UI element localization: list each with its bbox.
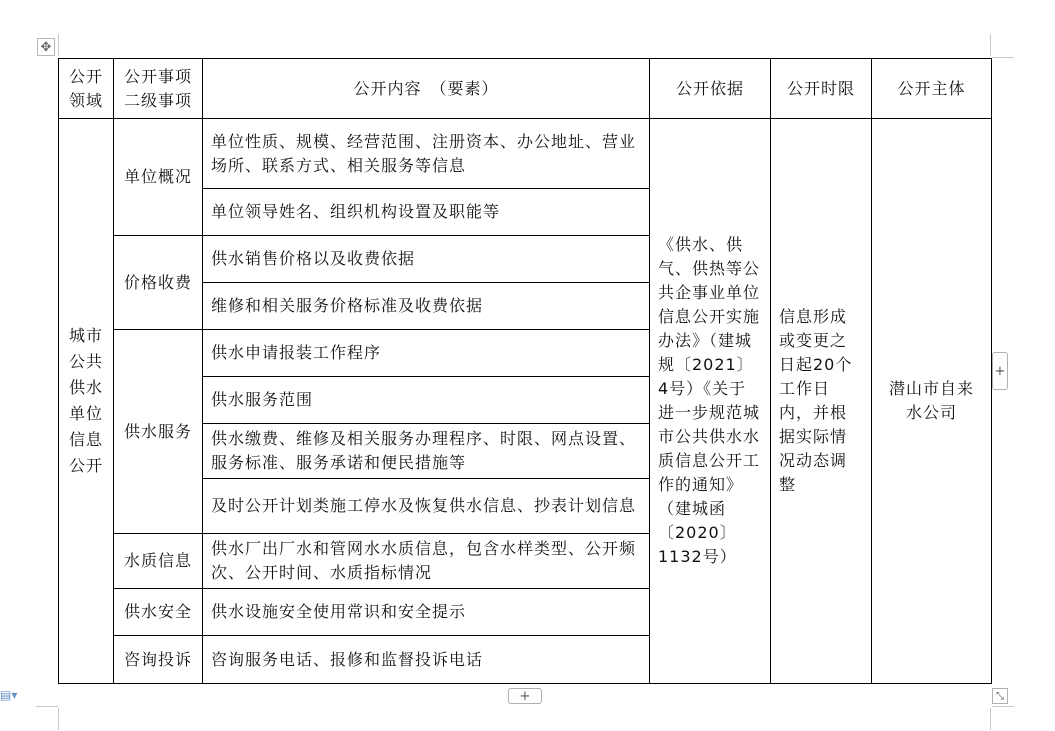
header-entity: 公开主体: [872, 59, 992, 119]
sub-item-cell: 价格收费: [114, 236, 203, 330]
crop-mark: [990, 708, 991, 730]
content-cell: 供水缴费、维修及相关服务办理程序、时限、网点设置、服务标准、服务承诺和便民措施等: [203, 424, 650, 479]
content-cell: 供水设施安全使用常识和安全提示: [203, 589, 650, 636]
basis-cell: 《供水、供气、供热等公共企事业单位信息公开实施办法》（建城规〔2021〕4号）《关于进一步规范城市公共供水水质信息公开工作的通知》（建城函〔2020〕1132号）: [650, 119, 771, 684]
table-resize-handle[interactable]: [992, 688, 1008, 704]
content-cell: 单位性质、规模、经营范围、注册资本、办公地址、营业场所、联系方式、相关服务等信息: [203, 119, 650, 189]
disclosure-table: [58, 58, 992, 684]
header-content: 公开内容 （要素）: [203, 59, 650, 119]
plus-icon: +: [994, 363, 1006, 379]
table-move-handle[interactable]: [37, 38, 55, 56]
content-cell: 及时公开计划类施工停水及恢复供水信息、抄表计划信息: [203, 479, 650, 534]
sub-item-cell: 单位概况: [114, 119, 203, 236]
plus-icon: +: [519, 688, 531, 704]
table-row: [59, 119, 992, 189]
entity-cell: 潜山市自来水公司: [872, 119, 992, 684]
sub-item-cell: 供水服务: [114, 330, 203, 534]
content-cell: 供水服务范围: [203, 377, 650, 424]
resize-icon: ⤡: [996, 690, 1004, 702]
crop-mark: [36, 706, 58, 707]
time-limit-cell: 信息形成或变更之日起20个工作日内，并根据实际情况动态调整: [771, 119, 872, 684]
header-time-limit: 公开时限: [771, 59, 872, 119]
crop-mark: [990, 34, 991, 56]
crop-mark: [992, 706, 1014, 707]
header-row: [59, 59, 992, 119]
crop-mark: [58, 34, 59, 56]
content-cell: 单位领导姓名、组织机构设置及职能等: [203, 189, 650, 236]
content-cell: 维修和相关服务价格标准及收费依据: [203, 283, 650, 330]
crop-mark: [992, 57, 1014, 58]
sub-item-cell: 水质信息: [114, 534, 203, 589]
content-cell: 供水销售价格以及收费依据: [203, 236, 650, 283]
move-icon: ✥: [40, 39, 52, 55]
add-column-button[interactable]: [992, 352, 1008, 390]
sub-item-cell: 咨询投诉: [114, 636, 203, 684]
document-icon[interactable]: ▤▾: [0, 688, 18, 702]
header-basis: 公开依据: [650, 59, 771, 119]
content-cell: 咨询服务电话、报修和监督投诉电话: [203, 636, 650, 684]
add-row-button[interactable]: [508, 688, 542, 704]
crop-mark: [58, 708, 59, 730]
content-cell: 供水申请报装工作程序: [203, 330, 650, 377]
header-domain: 公开领域: [59, 59, 114, 119]
sub-item-cell: 供水安全: [114, 589, 203, 636]
header-sub-item: 公开事项二级事项: [114, 59, 203, 119]
content-cell: 供水厂出厂水和管网水水质信息，包含水样类型、公开频次、公开时间、水质指标情况: [203, 534, 650, 589]
domain-cell: 城市公共供水单位信息公开: [59, 119, 114, 684]
